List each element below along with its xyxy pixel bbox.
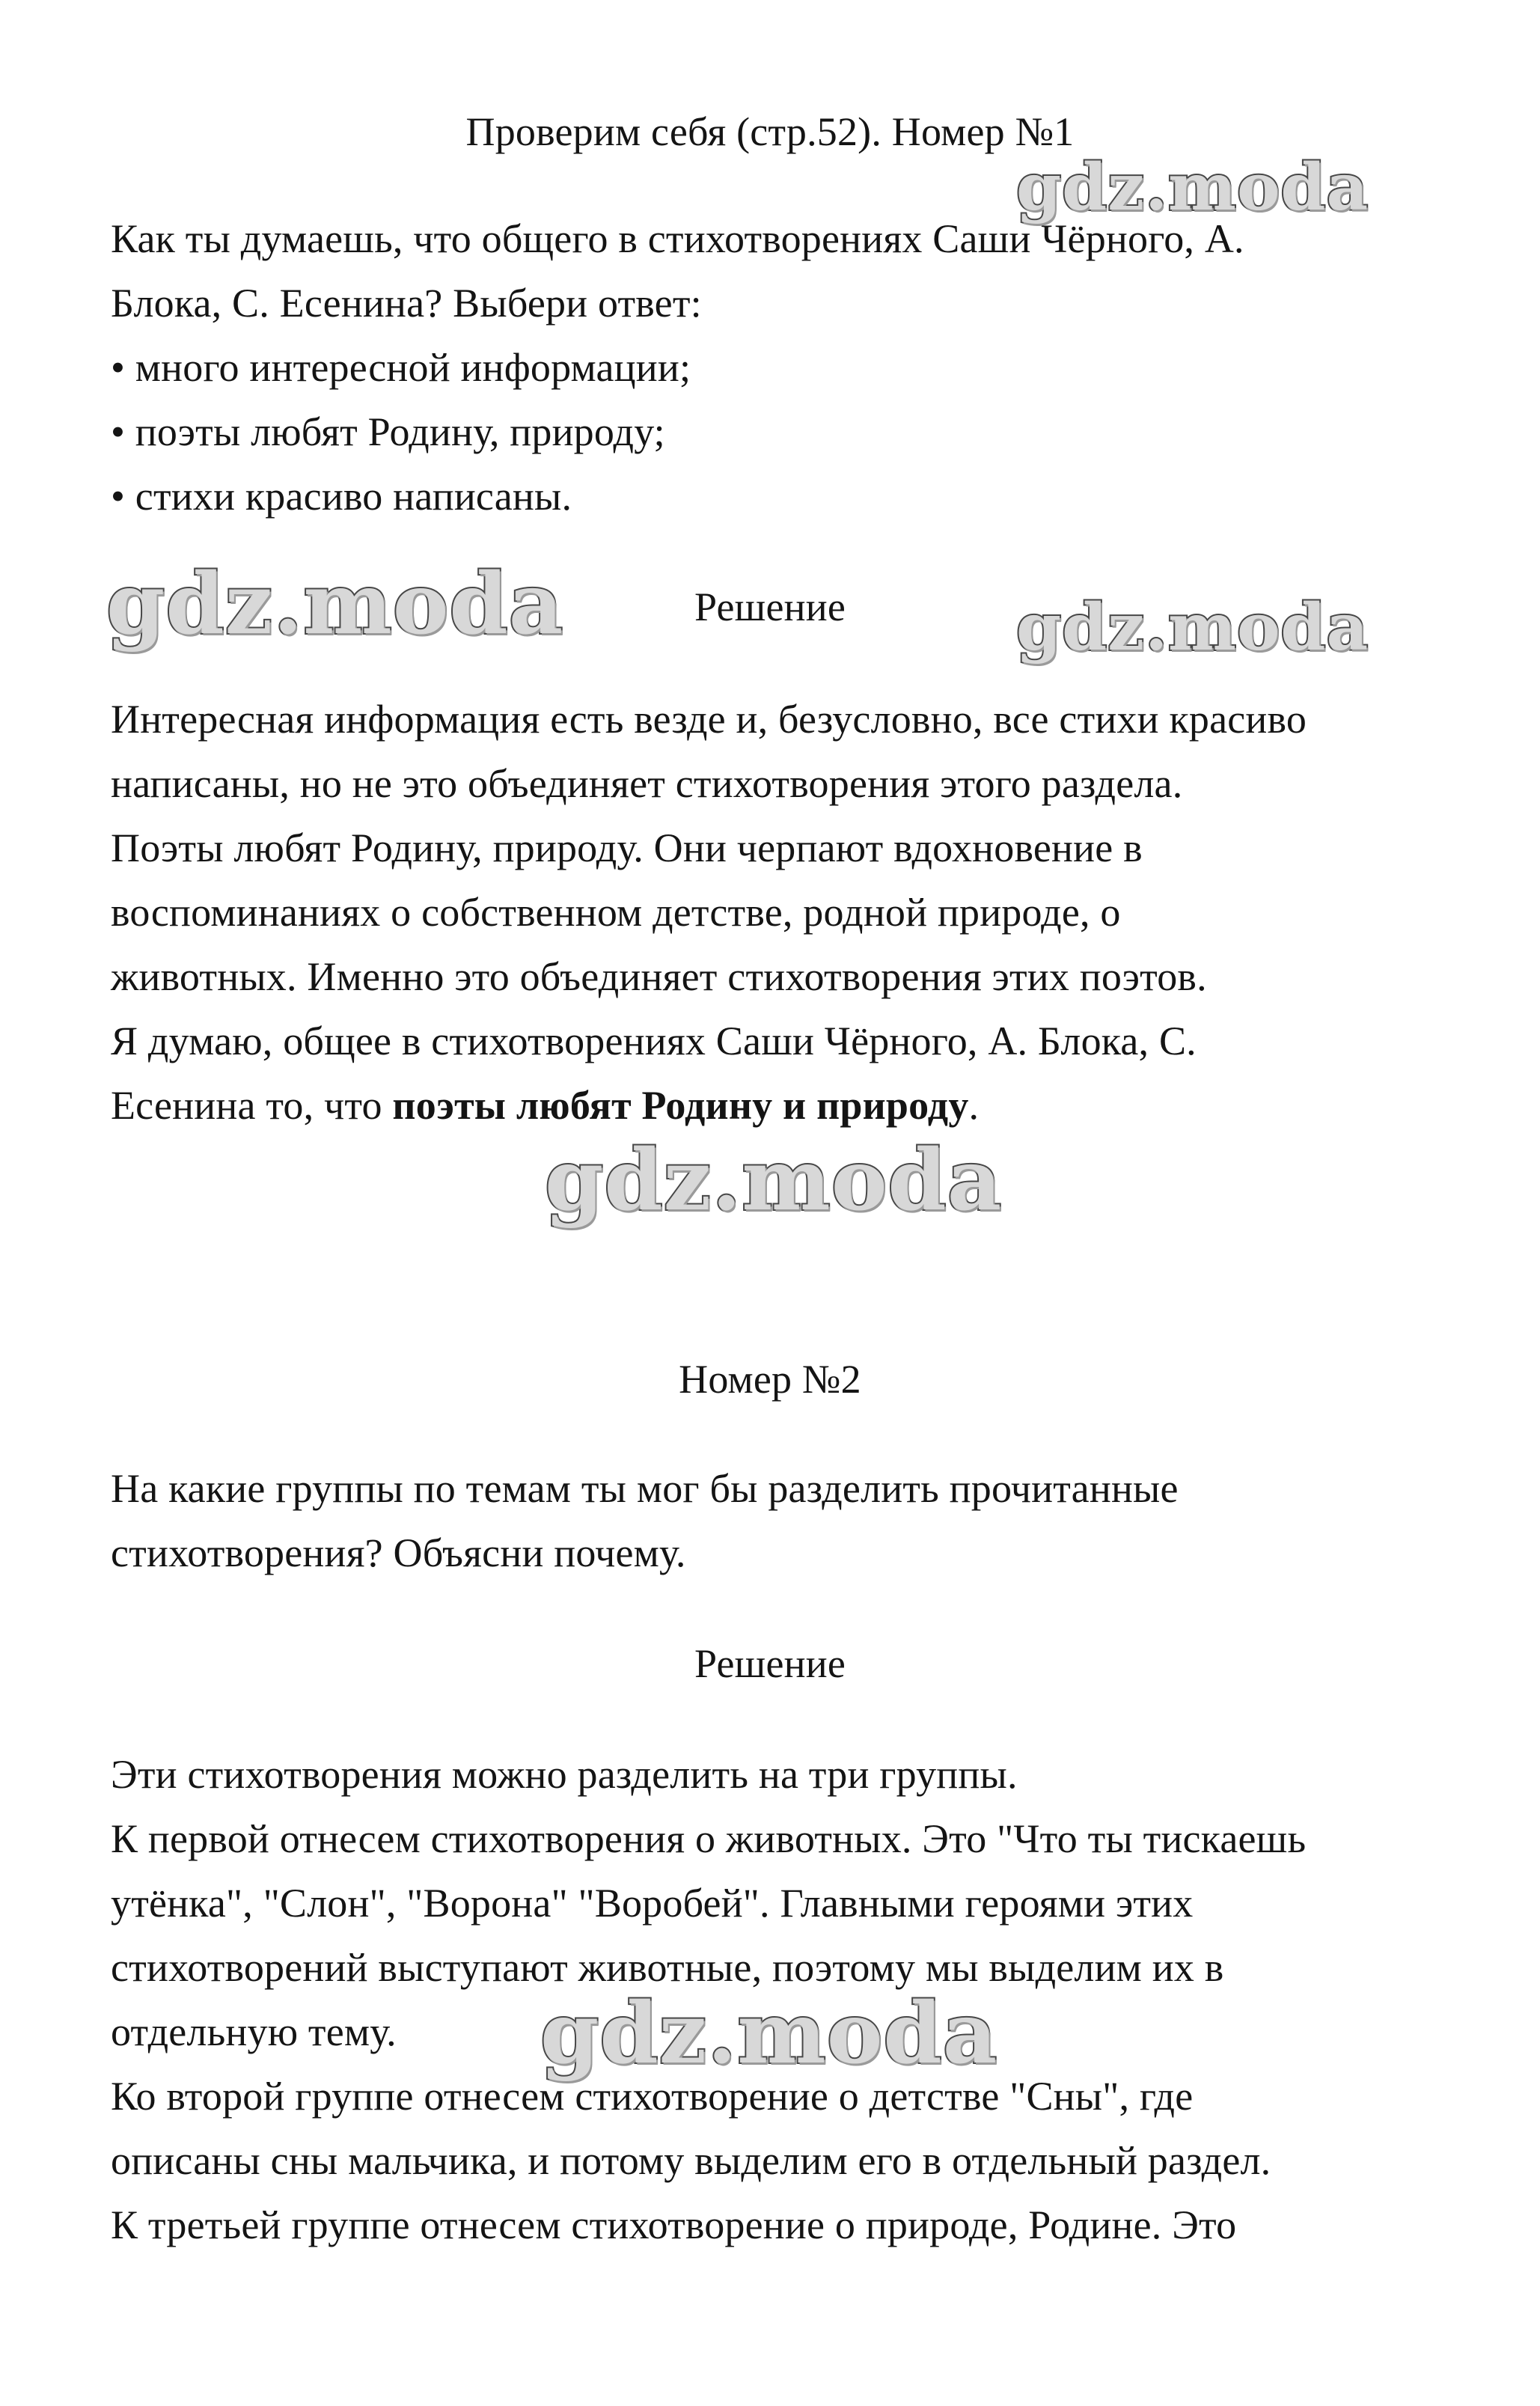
task2-question-line-1: На какие группы по темам ты мог бы разделить прочитанные xyxy=(111,1466,1179,1511)
task2-header: Номер №2 xyxy=(679,1357,861,1402)
task1-header: Проверим себя (стр.52). Номер №1 xyxy=(465,109,1075,154)
task1-answer-line-6: Я думаю, общее в стихотворениях Саши Чёрного, А. Блока, С. xyxy=(111,1019,1197,1063)
task1-option-1: • много интересной информации; xyxy=(111,345,691,390)
task1-answer-line-4: воспоминаниях о собственном детстве, родной природе, о xyxy=(111,890,1121,935)
task2-solution-label: Решение xyxy=(694,1641,846,1686)
task1-answer-line-3: Поэты любят Родину, природу. Они черпают вдохновение в xyxy=(111,825,1143,870)
task2-answer-line-4: стихотворений выступают животные, поэтому мы выделим их в xyxy=(111,1945,1224,1990)
task1-question-line-2: Блока, С. Есенина? Выбери ответ: xyxy=(111,281,702,326)
task2-answer-line-8: К третьей группе отнесем стихотворение о природе, Родине. Это xyxy=(111,2202,1237,2247)
task1-answer-line-5: животных. Именно это объединяет стихотворения этих поэтов. xyxy=(111,954,1207,999)
watermark-center: gdz.moda xyxy=(545,1132,1003,1230)
task2-question-line-2: стихотворения? Объясни почему. xyxy=(111,1530,686,1575)
task2-answer-line-5: отдельную тему. xyxy=(111,2009,397,2054)
task1-answer-line-1: Интересная информация есть везде и, безусловно, все стихи красиво xyxy=(111,697,1307,742)
final-line-suffix: . xyxy=(968,1083,980,1128)
task1-option-3: • стихи красиво написаны. xyxy=(111,474,572,519)
watermark-right: gdz.moda xyxy=(1016,590,1369,665)
task2-answer-line-7: описаны сны мальчика, и потому выделим его в отдельный раздел. xyxy=(111,2138,1271,2183)
task1-answer-line-2: написаны, но не это объединяет стихотворения этого раздела. xyxy=(111,761,1183,806)
task1-option-2: • поэты любят Родину, природу; xyxy=(111,409,665,454)
final-line-bold-answer: поэты любят Родину и природу xyxy=(392,1083,969,1128)
watermark-left: gdz.moda xyxy=(106,555,564,653)
watermark-bottom: gdz.moda xyxy=(540,1985,998,2083)
task1-solution-label: Решение xyxy=(694,584,846,629)
task2-answer-line-3: утёнка", "Слон", "Ворона" "Воробей". Главными героями этих xyxy=(111,1881,1194,1926)
watermark-top-right: gdz.moda xyxy=(1016,150,1369,225)
task2-answer-line-6: Ко второй группе отнесем стихотворение о детстве "Сны", где xyxy=(111,2074,1194,2119)
task1-answer-final-line xyxy=(111,1081,979,1130)
final-line-prefix: Есенина то, что xyxy=(111,1083,393,1128)
task2-answer-line-1: Эти стихотворения можно разделить на три группы. xyxy=(111,1752,1018,1797)
task2-answer-line-2: К первой отнесем стихотворения о животных. Это "Что ты тискаешь xyxy=(111,1816,1307,1861)
task1-question-line-1: Как ты думаешь, что общего в стихотворениях Саши Чёрного, А. xyxy=(111,216,1244,261)
